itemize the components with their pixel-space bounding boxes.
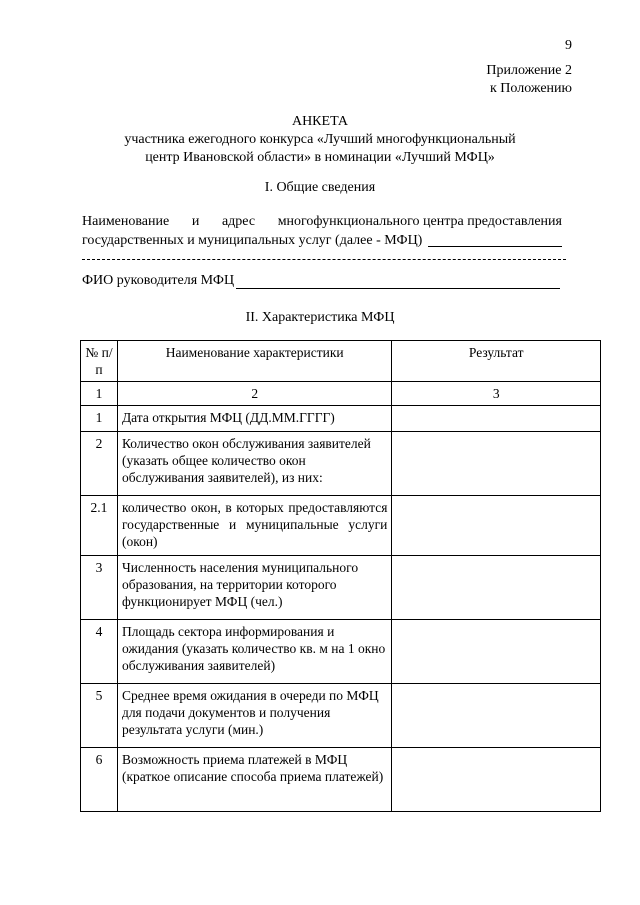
table-header-row [81,341,601,382]
table-row [81,406,601,432]
section-1-heading: I. Общие сведения [264,180,376,195]
row-result-input[interactable] [392,556,601,620]
table-row [81,620,601,684]
index-cell: 1 [81,382,118,406]
table-row [81,432,601,496]
row-characteristic: Среднее время ожидания в очереди по МФЦ для подачи документов и получения результата услуги (мин.) [117,684,391,748]
org-label-text: государственных и муниципальных услуг (далее - МФЦ) [82,233,423,248]
head-label: ФИО руководителя МФЦ [82,273,235,288]
org-word-1: Наименование [82,214,170,229]
row-number: 1 [81,406,118,432]
row-result-input[interactable] [392,432,601,496]
row-number: 4 [81,620,118,684]
appendix-reference [486,62,572,98]
row-characteristic: количество окон, в которых предоставляются государственные и муниципальные услуги (окон) [117,496,391,556]
organization-continuation-line[interactable] [82,259,566,260]
table-row [81,684,601,748]
org-word-3: адрес [221,214,256,229]
appendix-line-1: Приложение 2 [486,63,572,78]
row-result-input[interactable] [392,748,601,812]
organization-label-line-2 [82,231,562,250]
row-characteristic: Площадь сектора информирования и ожидания (указать количество кв. м на 1 окно обслуживания заявителей) [117,620,391,684]
table-index-row [81,382,601,406]
org-word-2: и [191,214,200,229]
row-result-input[interactable] [392,406,601,432]
head-input-line[interactable] [236,273,560,289]
row-result-input[interactable] [392,620,601,684]
table-row [81,748,601,812]
table-row [81,496,601,556]
title-line-3: центр Ивановской области» в номинации «Лучший МФЦ» [145,150,495,165]
head-field [82,273,560,289]
column-header-result: Результат [392,341,601,382]
row-characteristic: Дата открытия МФЦ (ДД.ММ.ГГГГ) [117,406,391,432]
table-row [81,556,601,620]
row-number: 6 [81,748,118,812]
column-header-num: № п/п [81,341,118,382]
row-number: 2 [81,432,118,496]
row-characteristic: Количество окон обслуживания заявителей (указать общее количество окон обслуживания заявителей), из них: [117,432,391,496]
organization-input-line[interactable] [428,231,562,247]
title-line-1: АНКЕТА [291,114,349,129]
page-number: 9 [565,38,572,53]
index-cell: 2 [117,382,391,406]
document-title [0,113,640,167]
org-word-4: многофункционального центра предоставления [277,214,562,229]
index-cell: 3 [392,382,601,406]
row-number: 3 [81,556,118,620]
characteristics-table [80,340,601,812]
row-characteristic: Численность населения муниципального образования, на территории которого функционирует МФЦ (чел.) [117,556,391,620]
column-header-name: Наименование характеристики [117,341,391,382]
section-2-heading: II. Характеристика МФЦ [245,310,395,325]
row-characteristic: Возможность приема платежей в МФЦ (краткое описание способа приема платежей) [117,748,391,812]
row-number: 2.1 [81,496,118,556]
row-result-input[interactable] [392,684,601,748]
organization-field [82,212,562,250]
organization-label-line-1 [82,212,562,231]
title-line-2: участника ежегодного конкурса «Лучший многофункциональный [124,132,516,147]
appendix-line-2: к Положению [489,81,572,96]
row-result-input[interactable] [392,496,601,556]
row-number: 5 [81,684,118,748]
